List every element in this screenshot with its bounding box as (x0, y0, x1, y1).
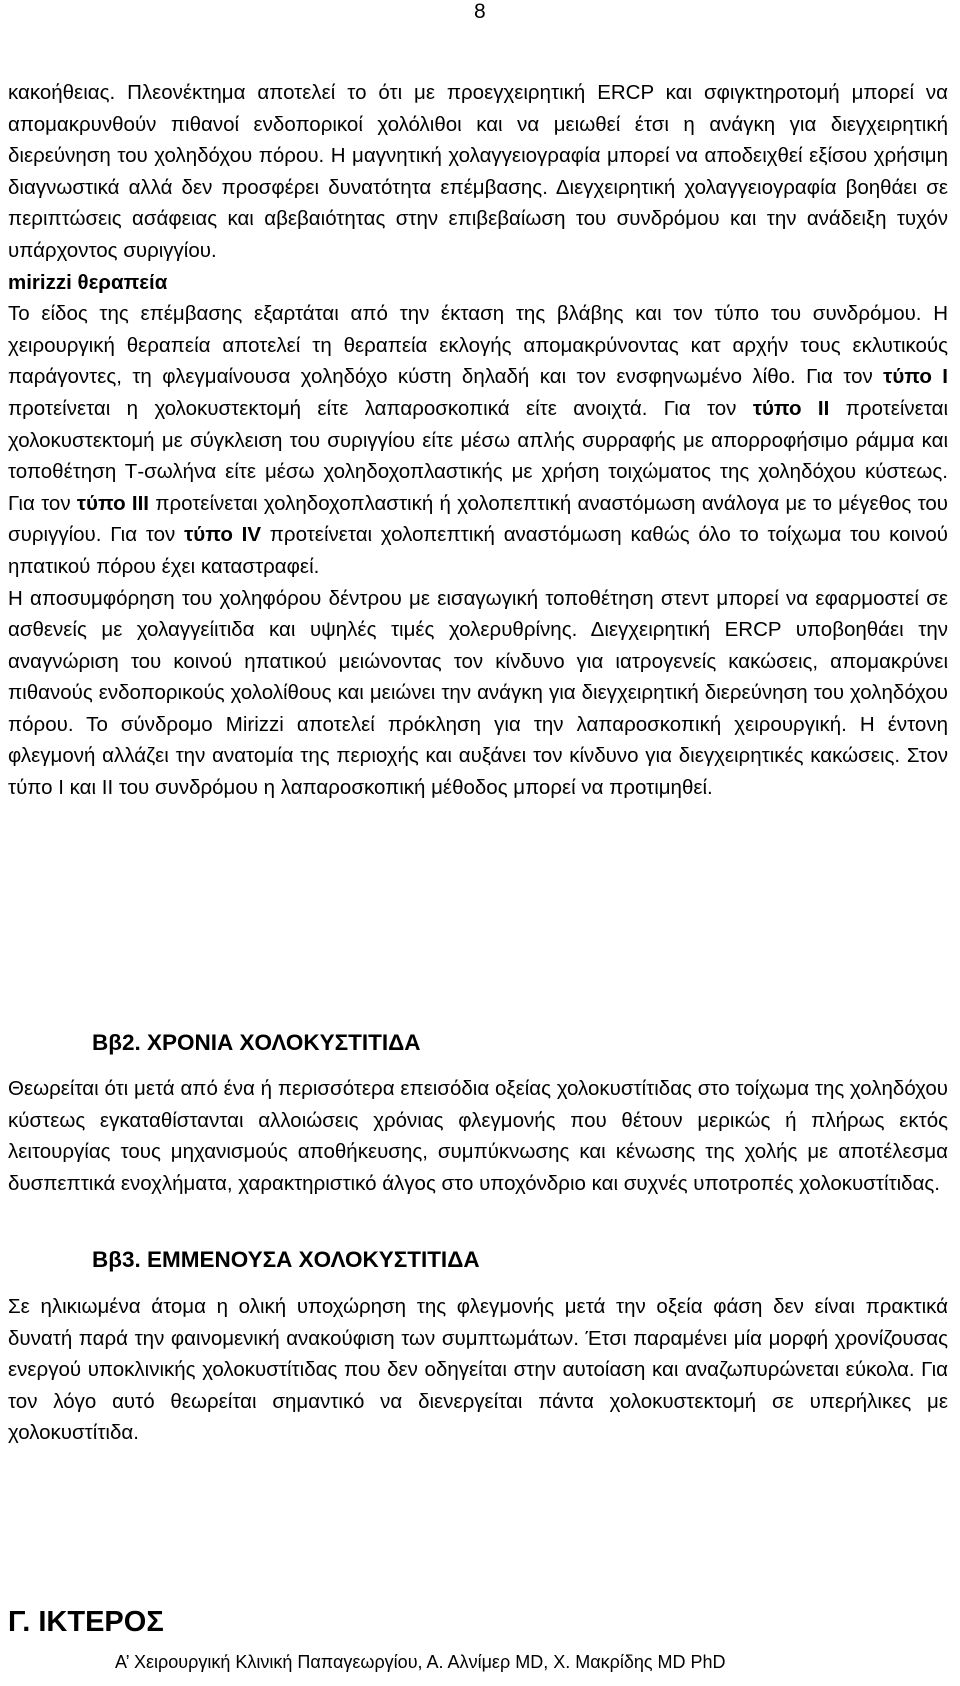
therapy-text-1: Το είδος της επέμβασης εξαρτάται από την έκταση της βλάβης και τον τύπο του συνδρόμου. Η χειρουργική θεραπεία αποτελεί τη θεραπεία εκλογής απομακρύνοντας κατ αρχήν τους εκλυτικούς παράγοντες, τη φλεγμαίνουσα χοληδόχο κύστη δηλαδή και τον ενσφηνωμένο λίθο. Για τον (8, 302, 948, 389)
therapy-text-3: προτείνεται χολοκυστεκτομή με σύγκλειση του συριγγίου είτε μέσω απλής συρραφής με απορροφήσιμο ράμμα και τοποθέτηση Τ-σωλήνα είτε μέσω χοληδοχοπλαστικής με χρήση τοιχώματος της χοληδόχου κύστεως. Για τον (8, 396, 948, 515)
therapy-text-2: προτείνεται η χολοκυστεκτομή είτε λαπαροσκοπικά είτε ανοιχτά. Για τον (8, 396, 753, 420)
mirizzi-therapy-heading: mirizzi θεραπεία (8, 270, 168, 294)
paragraph-chronic: Θεωρείται ότι μετά από ένα ή περισσότερα επεισόδια οξείας χολοκυστίτιδας στο τοίχωμα της χοληδόχου κύστεως εγκαταθίστανται αλλοιώσεις χρόνιας φλεγμονής που θέτουν μερικώς ή πλήρως εκτός λειτουργίας τους μηχανισμούς αποθήκευσης, συμπύκνωσης και κένωσης της χολής με αποτέλεσμα δυσπεπτικά ενοχλήματα, χαρακτηριστικό άλγος στο υποχόνδριο και συχνές υποτροπές χολοκυστίτιδας. (8, 1077, 948, 1195)
type-4-label: τύπο IV (184, 523, 261, 547)
type-3-label: τύπο ΙΙΙ (76, 491, 149, 515)
page-footer: Α’ Χειρουργική Κλινική Παπαγεωργίου, Α. Αλνίμερ MD, Χ. Μακρίδης MD PhD (115, 1652, 726, 1672)
therapy-text-5: προτείνεται χολοπεπτική αναστόμωση καθώς όλο το τοίχωμα του κοινού ηπατικού πόρου έχει καταστραφεί. (8, 523, 948, 578)
section-persistent-text (8, 1291, 948, 1449)
paragraph-diagnosis: κακοήθειας. Πλεονέκτημα αποτελεί το ότι με προεγχειρητική ERCP και σφιγκτηροτομή μπορεί να απομακρυνθούν πιθανοί ενδοπορικοί χολόλιθοι και να μειωθεί έτσι η ανάγκη για διεγχειρητική διερεύνηση του χοληδόχου πόρου. Η μαγνητική χολαγγειογραφία μπορεί να αποδειχθεί εξίσου χρήσιμη διαγνωστικά αλλά δεν προσφέρει δυνατότητα επέμβασης. Διεγχειρητική χολαγγειογραφία βοηθάει σε περιπτώσεις ασάφειας και αβεβαιότητας στην επιβεβαίωση του συνδρόμου και την ανάδειξη τυχόν υπάρχοντος συριγγίου. (8, 81, 948, 262)
section-heading-chronic: Ββ2. ΧΡΟΝΙΑ ΧΟΛΟΚΥΣΤΙΤΙΔΑ (92, 1030, 421, 1055)
type-1-label: τύπο Ι (883, 365, 948, 389)
type-2-label: τύπο ΙΙ (752, 396, 830, 420)
section-chronic-text (8, 1073, 948, 1199)
section-heading-persistent: Ββ3. ΕΜΜΕΝΟΥΣΑ ΧΟΛΟΚΥΣΤΙΤΙΔΑ (92, 1247, 480, 1272)
paragraph-therapy-types (8, 298, 948, 582)
therapy-text-4: προτείνεται χοληδοχοπλαστική ή χολοπεπτική αναστόμωση ανάλογα με το μέγεθος του συριγγίου. Για τον (8, 491, 949, 547)
paragraph-persistent: Σε ηλικιωμένα άτομα η ολική υποχώρηση της φλεγμονής μετά την οξεία φάση δεν είναι πρακτικά δυνατή παρά την φαινομενική ανακούφιση των συμπτωμάτων. Έτσι παραμένει μία μορφή χρονίζουσας ενεργού υποκλινικής χολοκυστίτιδας που δεν οδηγείται στην αυτοίαση και αναζωπυρώνεται εύκολα. Για τον λόγο αυτό θεωρείται σημαντικό να διενεργείται πάντα χολοκυστεκτομή σε υπερήλικες με χολοκυστίτιδα. (8, 1295, 948, 1445)
section-heading-jaundice: Γ. ΙΚΤΕΡΟΣ (8, 1606, 164, 1638)
body-text-block (8, 77, 948, 804)
paragraph-decompression: Η αποσυμφόρηση του χοληφόρου δέντρου με εισαγωγική τοποθέτηση στεντ μπορεί να εφαρμοστεί σε ασθενείς με χολαγγείιτιδα και υψηλές τιμές χολερυθρίνης. Διεγχειρητική ERCP υποβοηθάει την αναγνώριση του κοινού ηπατικού μειώνοντας τον κίνδυνο για ιατρογενείς κακώσεις, απομακρύνει πιθανούς ενδοπορικούς χολολίθους και μειώνει την ανάγκη για διεγχειρητική διερεύνηση του χοληδόχου πόρου. Το σύνδρομο Mirizzi αποτελεί πρόκληση για την λαπαροσκοπική χειρουργική. Η έντονη φλεγμονή αλλάζει την ανατομία της περιοχής και αυξάνει τον κίνδυνο για διεγχειρητικές κακώσεις. Στον τύπο Ι και ΙΙ του συνδρόμου η λαπαροσκοπική μέθοδος μπορεί να προτιμηθεί. (8, 586, 948, 800)
page-number: 8 (474, 0, 486, 23)
